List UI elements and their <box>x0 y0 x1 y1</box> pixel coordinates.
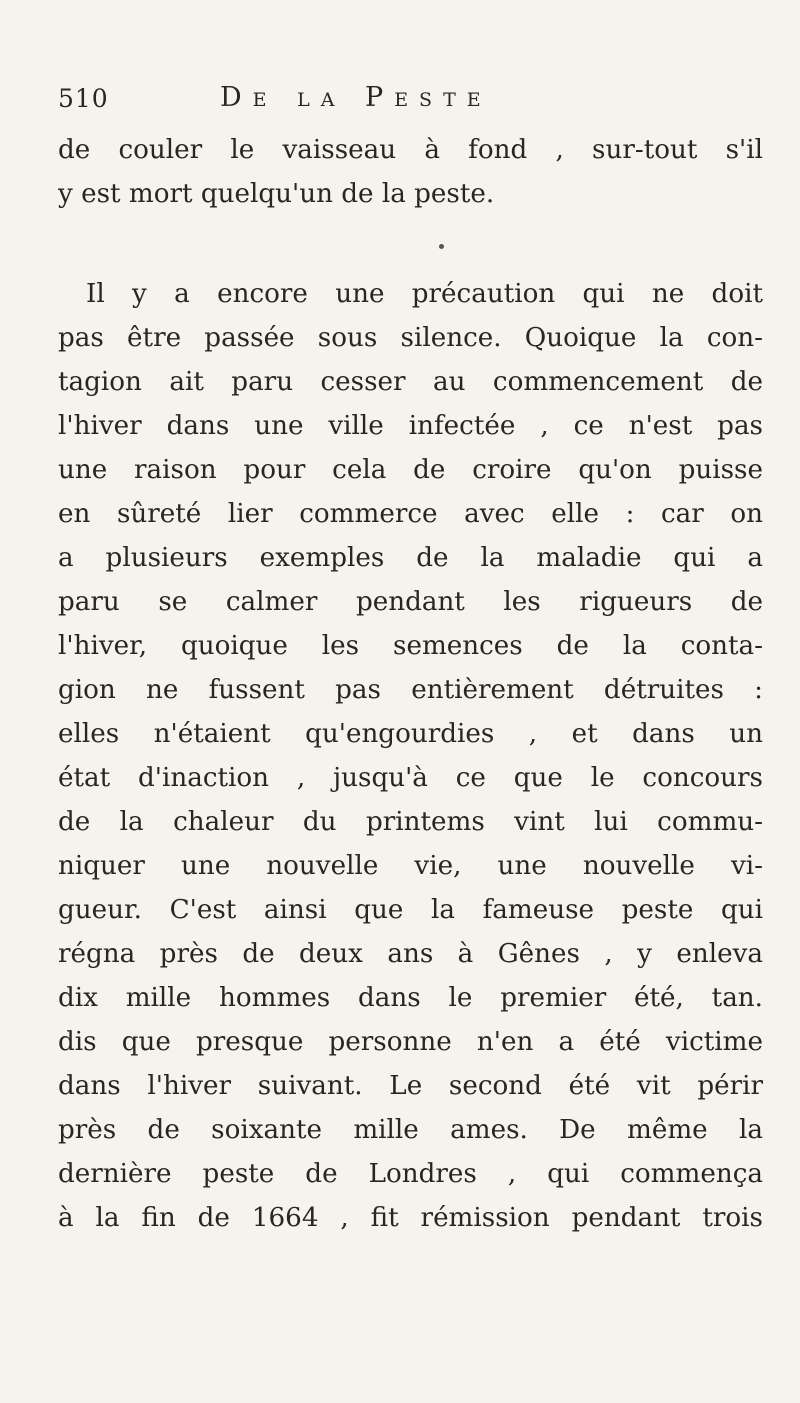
paragraph-continuation <box>58 128 763 216</box>
text-line: en sûreté lier commerce avec elle : car on <box>58 499 763 529</box>
text-line: dernière peste de Londres , qui commença <box>58 1159 763 1189</box>
text-line: l'hiver, quoique les semences de la conta- <box>58 631 763 661</box>
running-title: De la Peste <box>220 82 492 113</box>
text-line: dans l'hiver suivant. Le second été vit périr <box>58 1071 763 1101</box>
page-header <box>58 84 758 124</box>
text-line: Il y a encore une précaution qui ne doit <box>86 279 763 309</box>
text-line: gion ne fussent pas entièrement détruites : <box>58 675 763 705</box>
page-number: 510 <box>58 84 109 113</box>
paragraph <box>58 272 763 1240</box>
text-line: de la chaleur du printems vint lui commu- <box>58 807 763 837</box>
text-line: dix mille hommes dans le premier été, tan. <box>58 983 763 1013</box>
text-line: une raison pour cela de croire qu'on puisse <box>58 455 763 485</box>
text-line: a plusieurs exemples de la maladie qui a <box>58 543 763 573</box>
ink-speck <box>439 244 444 249</box>
text-line: tagion ait paru cesser au commencement de <box>58 367 763 397</box>
text-line: dis que presque personne n'en a été victime <box>58 1027 763 1057</box>
text-line: elles n'étaient qu'engourdies , et dans un <box>58 719 763 749</box>
text-line: gueur. C'est ainsi que la fameuse peste qui <box>58 895 763 925</box>
body-text <box>58 128 763 1240</box>
text-line: près de soixante mille ames. De même la <box>58 1115 763 1145</box>
text-line: de couler le vaisseau à fond , sur-tout s'il <box>58 135 763 165</box>
text-line: paru se calmer pendant les rigueurs de <box>58 587 763 617</box>
text-line: à la fin de 1664 , fit rémission pendant trois <box>58 1203 763 1233</box>
text-line: état d'inaction , jusqu'à ce que le concours <box>58 763 763 793</box>
paragraph-gap <box>58 216 763 272</box>
text-line: y est mort quelqu'un de la peste. <box>58 179 495 209</box>
text-line: niquer une nouvelle vie, une nouvelle vi- <box>58 851 763 881</box>
text-line: l'hiver dans une ville infectée , ce n'est pas <box>58 411 763 441</box>
text-line: pas être passée sous silence. Quoique la con- <box>58 323 763 353</box>
text-line: régna près de deux ans à Gênes , y enleva <box>58 939 763 969</box>
